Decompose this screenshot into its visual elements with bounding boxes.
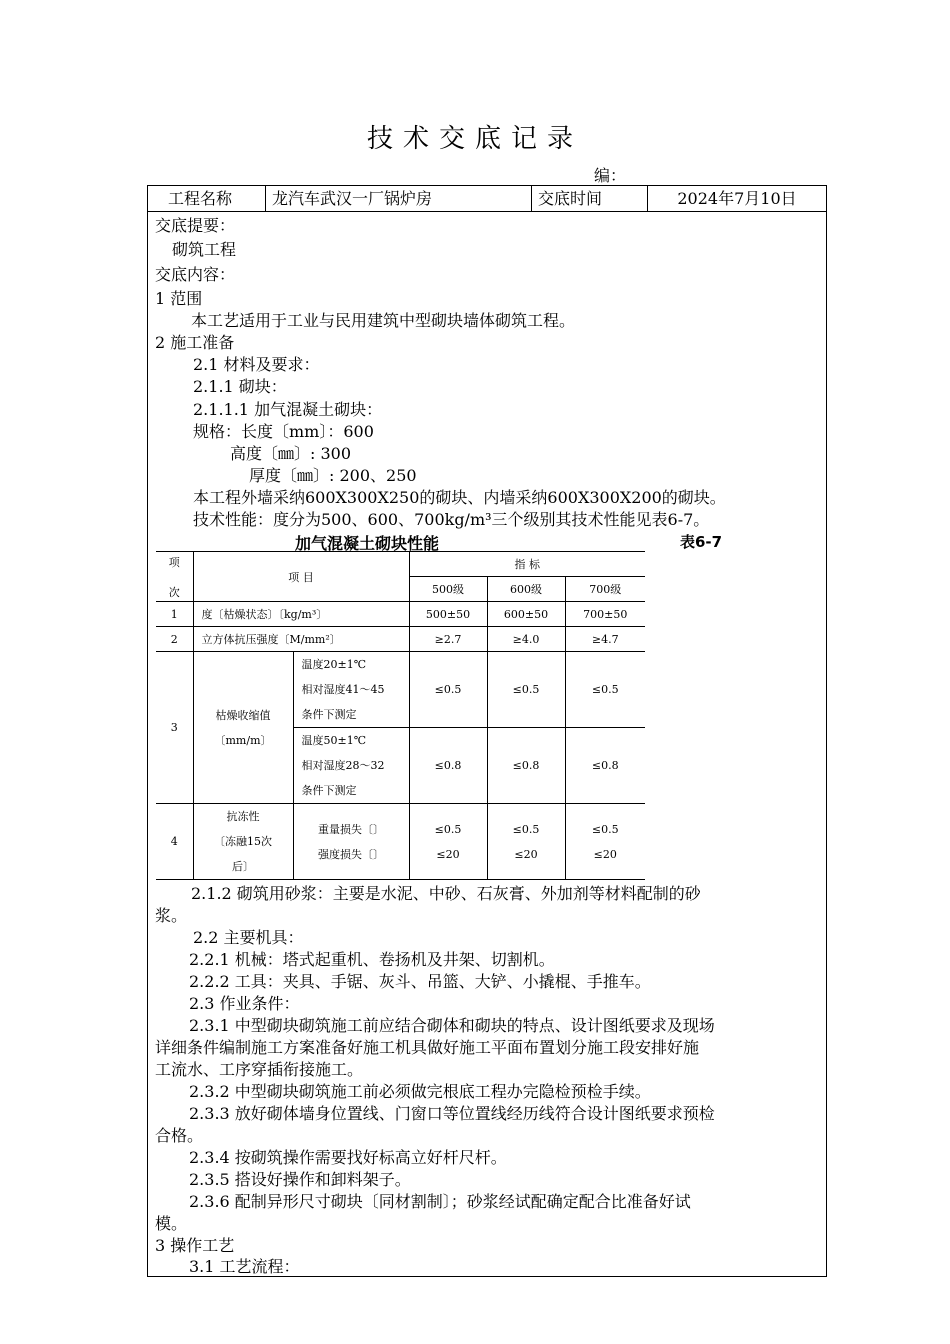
table-header-no: 项 次 <box>156 552 193 602</box>
loss-labels: 重量损失〔〕 强度损失〔〕 <box>293 804 409 880</box>
table-row: 2 立方体抗压强度〔M/mm²〕 ≥2.7 ≥4.0 ≥4.7 <box>156 627 645 652</box>
table-header-item: 项 目 <box>193 552 409 602</box>
table-header-row <box>156 552 645 577</box>
shrinkage-item: 枯燥收缩值 〔mm/m〕 <box>193 652 293 804</box>
table-number: 表6-7 <box>680 533 723 551</box>
body-line: 2.3.1 中型砌块砌筑施工前应结合砌体和砌块的特点、设计图纸要求及现场 <box>189 1016 715 1035</box>
body-line: 2.1.1 砌块： <box>193 377 287 396</box>
content-label: 交底内容： <box>155 265 236 284</box>
body-line: 2.2.2 工具：夹具、手锯、灰斗、吊篮、大铲、小撬棍、手推车。 <box>189 972 651 991</box>
body-line: 2.2.1 机械：塔式起重机、卷扬机及井架、切割机。 <box>189 950 555 969</box>
body-line: 2.3.5 搭设好操作和卸料架子。 <box>189 1170 411 1189</box>
body-line: 详细条件编制施工方案准备好施工机具做好施工平面布置划分施工段安排好施 <box>155 1038 700 1057</box>
body-line: 2.3 作业条件： <box>189 994 300 1013</box>
body-line: 2.3.4 按砌筑操作需要找好标高立好杆尺杆。 <box>189 1148 507 1167</box>
table-row: 温度50±1℃ 相对湿度28～32 条件下测定 ≤0.8 ≤0.8 ≤0.8 <box>156 728 645 804</box>
section-heading: 1 范围 <box>155 289 203 308</box>
body-line: 2.2 主要机具： <box>193 928 304 947</box>
frost-resistance-item: 抗冻性 〔冻融15次 后〕 <box>193 804 293 880</box>
table-row: 1 度〔枯燥状态〕〔kg/m³〕 500±50 600±50 700±50 <box>156 602 645 627</box>
body-line: 2.1.1.1 加气混凝土砌块： <box>193 400 383 419</box>
header-row <box>147 185 827 212</box>
table-row: 4 抗冻性 〔冻融15次 后〕 重量损失〔〕 强度损失〔〕 ≤0.5 ≤20 ≤0.5 ≤20 ≤0.5 ≤20 <box>156 804 645 880</box>
summary-label: 交底提要： <box>155 216 236 235</box>
body-line: 模。 <box>155 1214 188 1233</box>
table-header-index: 指 标 <box>409 552 645 577</box>
body-line: 2.3.2 中型砌块砌筑施工前必须做完根底工程办完隐检预检手续。 <box>189 1082 651 1101</box>
body-line: 2.1.2 砌筑用砂浆：主要是水泥、中砂、石灰膏、外加剂等材料配制的砂 <box>191 884 701 903</box>
body-line: 本工艺适用于工业与民用建筑中型砌块墙体砌筑工程。 <box>191 311 576 330</box>
grade-700: 700级 <box>565 577 645 602</box>
project-name-value: 龙汽车武汉一厂锅炉房 <box>266 186 532 211</box>
body-line: 2.3.6 配制异形尺寸砌块〔同材割制〕；砂浆经试配确定配合比准备好试 <box>189 1192 691 1211</box>
editor-label: 编： <box>594 166 627 185</box>
test-condition: 温度50±1℃ 相对湿度28～32 条件下测定 <box>293 728 409 804</box>
body-line: 2.3.3 放好砌体墙身位置线、门窗口等位置线经历线符合设计图纸要求预检 <box>189 1104 715 1123</box>
body-line: 技术性能：度分为500、600、700kg/m³三个级别其技术性能见表6-7。 <box>193 510 710 529</box>
summary-value: 砌筑工程 <box>172 240 237 259</box>
body-line: 合格。 <box>155 1126 204 1145</box>
date-value: 2024年7月10日 <box>677 189 797 208</box>
body-line: 工流水、工序穿插衔接施工。 <box>155 1060 364 1079</box>
project-name-label: 工程名称 <box>148 186 266 211</box>
body-line: 本工程外墙采纳600X300X250的砌块、内墙采纳600X300X200的砌块。 <box>193 488 726 507</box>
table-row: 3 枯燥收缩值 〔mm/m〕 温度20±1℃ 相对湿度41～45 条件下测定 ≤0.5 ≤0.5 ≤0.5 <box>156 652 645 728</box>
body-line: 3.1 工艺流程： <box>189 1257 300 1276</box>
body-line: 厚度〔㎜〕: 200、250 <box>249 466 417 485</box>
body-line: 高度〔㎜〕: 300 <box>230 444 352 463</box>
body-line: 规格：长度〔mm〕：600 <box>193 422 374 441</box>
grade-500: 500级 <box>409 577 487 602</box>
date-label: 交底时间 <box>532 186 648 211</box>
document-title: 技术交底记录 <box>366 124 583 154</box>
table-caption: 加气混凝土砌块性能 <box>295 534 440 553</box>
grade-600: 600级 <box>487 577 565 602</box>
section-heading: 3 操作工艺 <box>155 1236 235 1255</box>
body-line: 浆。 <box>155 906 188 925</box>
body-line: 2.1 材料及要求： <box>193 355 320 374</box>
test-condition: 温度20±1℃ 相对湿度41～45 条件下测定 <box>293 652 409 728</box>
section-heading: 2 施工准备 <box>155 333 235 352</box>
block-performance-table <box>156 551 645 880</box>
